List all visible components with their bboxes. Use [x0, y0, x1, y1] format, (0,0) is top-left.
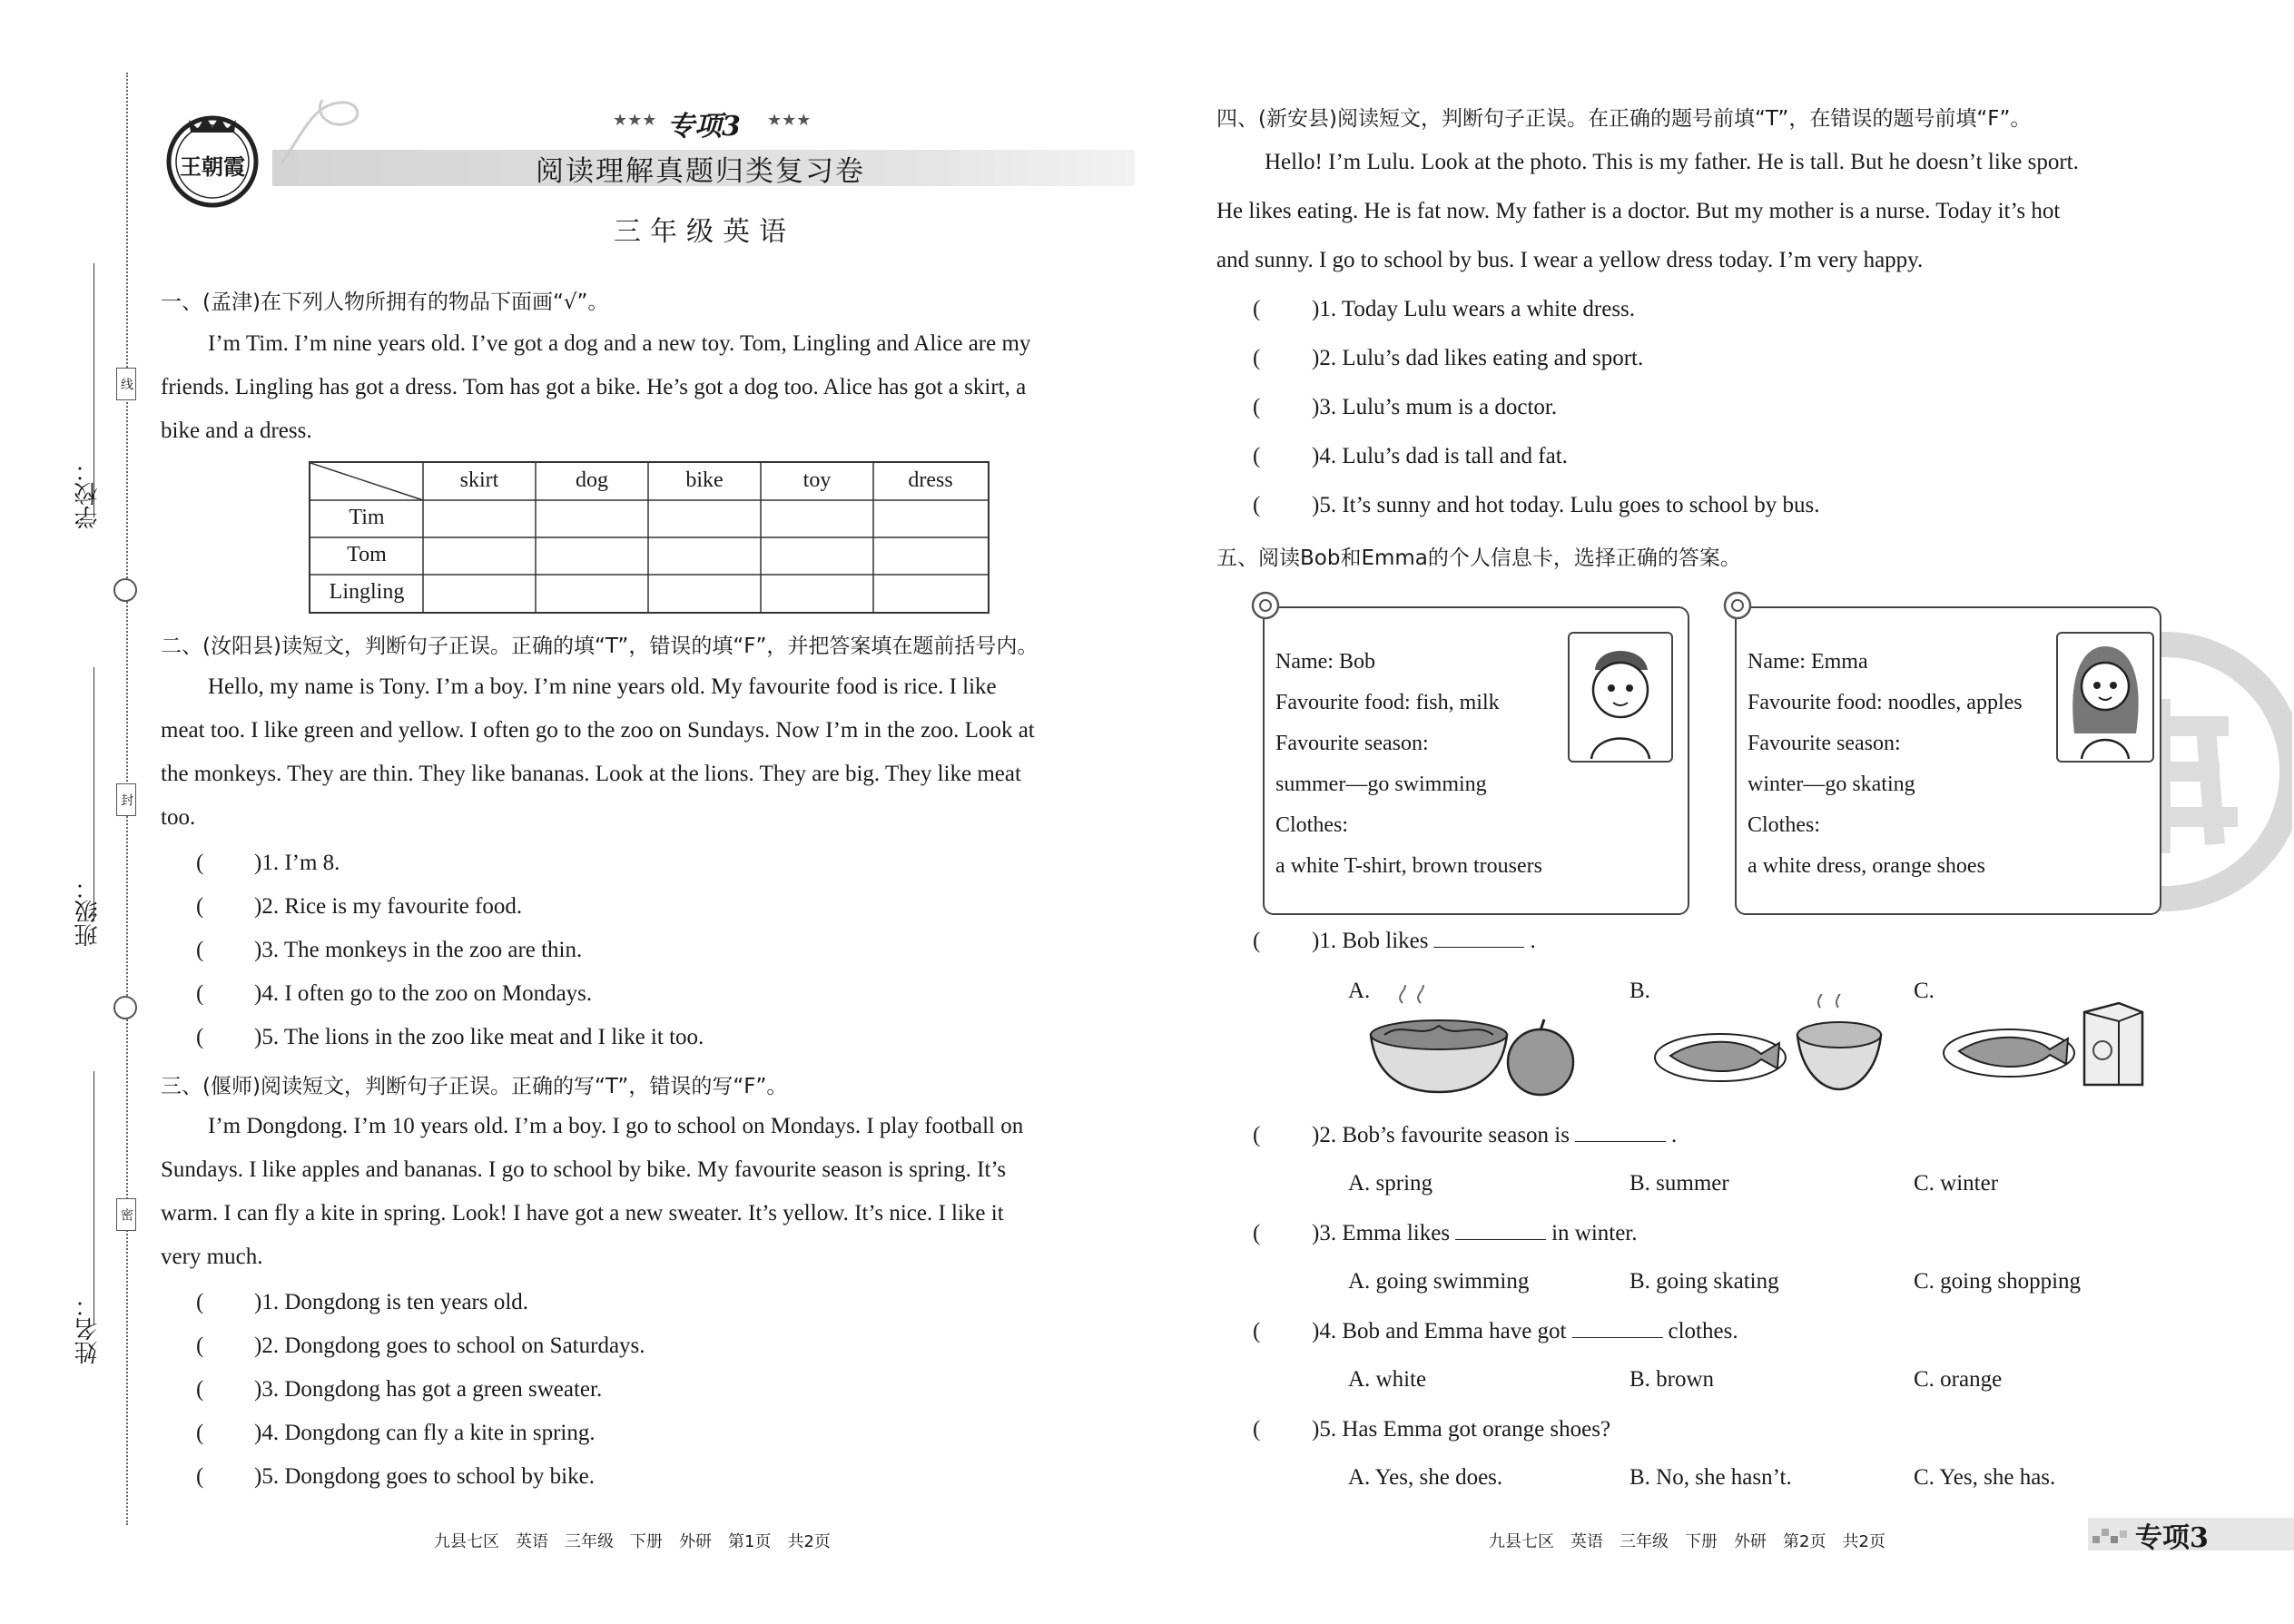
card-line: Favourite food: noodles, apples: [1748, 691, 2023, 714]
option-b[interactable]: B. brown: [1629, 1367, 1715, 1392]
seal-mark-seal: 封: [116, 783, 136, 816]
option-c[interactable]: C. Yes, she has.: [1914, 1465, 2056, 1490]
answer-blank[interactable]: [1433, 929, 1524, 948]
question-item: )1. I’m 8.: [254, 851, 340, 875]
question-item: )5. Has Emma got orange shoes?: [1312, 1417, 1611, 1442]
question-item: [1312, 1220, 1638, 1247]
question-text: in winter.: [1551, 1221, 1638, 1245]
question-item: )4. Lulu’s dad is tall and fat.: [1312, 444, 1568, 468]
table-header: skirt: [459, 468, 499, 492]
option-c[interactable]: C. orange: [1914, 1367, 2003, 1392]
answer-bracket[interactable]: (: [196, 894, 204, 919]
footer-page-1: 九县七区 英语 三年级 下册 外研 第1页 共2页: [434, 1532, 831, 1551]
answer-bracket[interactable]: (: [1253, 929, 1261, 953]
question-item: )3. Dongdong has got a green sweater.: [254, 1377, 603, 1402]
question-item: )5. It’s sunny and hot today. Lulu goes to school by bus.: [1312, 493, 1820, 517]
option-b[interactable]: B.: [1629, 979, 1650, 1003]
answer-bracket[interactable]: (: [1253, 1319, 1261, 1343]
card-pin-icon: [1250, 590, 1281, 621]
school-label: 学校：: [74, 458, 102, 529]
question-text: )2. Bob’s favourite season is: [1312, 1123, 1570, 1147]
answer-bracket[interactable]: (: [1253, 297, 1261, 321]
option-a[interactable]: A. going swimming: [1348, 1269, 1530, 1294]
answer-blank[interactable]: [1572, 1319, 1663, 1338]
footer-badge: 专项3: [2135, 1522, 2209, 1554]
card-line: summer—go swimming: [1275, 773, 1487, 796]
question-item: )4. I often go to the zoo on Mondays.: [254, 981, 593, 1006]
answer-bracket[interactable]: (: [196, 938, 204, 962]
card-line: Name: Emma: [1748, 650, 1868, 674]
question-item: )1. Dongdong is ten years old.: [254, 1290, 529, 1314]
passage-line: the monkeys. They are thin. They like bananas. Look at the lions. They are big. They like meat: [161, 762, 1021, 786]
fish-rice-picture: [1652, 994, 1888, 1098]
passage-line: bike and a dress.: [161, 418, 312, 443]
passage-line: Hello, my name is Tony. I’m a boy. I’m nine years old. My favourite food is rice. I like: [208, 674, 997, 699]
question-item: )3. Lulu’s mum is a doctor.: [1312, 395, 1558, 419]
option-c[interactable]: C. going shopping: [1914, 1269, 2082, 1294]
name-label: 姓名：: [74, 1294, 102, 1364]
option-b[interactable]: B. No, she hasn’t.: [1629, 1465, 1792, 1490]
passage-line: I’m Tim. I’m nine years old. I’ve got a dog and a new toy. Tom, Lingling and Alice are my: [208, 331, 1031, 356]
option-b[interactable]: B. going skating: [1629, 1269, 1779, 1294]
card-line: Clothes:: [1748, 813, 1821, 837]
answer-bracket[interactable]: (: [1253, 1123, 1261, 1147]
question-text: .: [1530, 929, 1536, 953]
fish-milk-picture: [1941, 985, 2150, 1098]
question-item: )5. Dongdong goes to school by bike.: [254, 1464, 595, 1489]
answer-bracket[interactable]: (: [1253, 346, 1261, 370]
answer-bracket[interactable]: (: [196, 1025, 204, 1049]
question-item: )3. The monkeys in the zoo are thin.: [254, 938, 583, 962]
question-item: )4. Dongdong can fly a kite in spring.: [254, 1421, 596, 1445]
option-b[interactable]: B. summer: [1629, 1171, 1729, 1196]
card-line: Favourite season:: [1275, 732, 1429, 755]
table-row-label: Tom: [347, 543, 387, 566]
bob-portrait: [1568, 632, 1673, 763]
option-a[interactable]: A. white: [1348, 1367, 1427, 1392]
section-3-heading: 三、(偃师)阅读短文，判断句子正误。正确的写“T”，错误的写“F”。: [161, 1075, 788, 1098]
table-header: dress: [908, 468, 953, 492]
option-c[interactable]: C. winter: [1914, 1171, 1999, 1196]
answer-bracket[interactable]: (: [196, 981, 204, 1006]
question-text: clothes.: [1668, 1319, 1738, 1343]
question-item: )2. Rice is my favourite food.: [254, 894, 523, 919]
passage-line: He likes eating. He is fat now. My father is a doctor. But my mother is a nurse. Today it’s hot: [1216, 199, 2061, 223]
card-line: a white T-shirt, brown trousers: [1275, 854, 1542, 878]
table-row-label: Lingling: [329, 580, 405, 604]
answer-bracket[interactable]: (: [196, 1334, 204, 1358]
class-label: 班级：: [74, 876, 102, 947]
table-header: toy: [802, 468, 832, 492]
card-line: Name: Bob: [1275, 650, 1375, 674]
answer-bracket[interactable]: (: [196, 1377, 204, 1402]
option-a[interactable]: A. spring: [1348, 1171, 1433, 1196]
question-text: )1. Bob likes: [1312, 929, 1429, 953]
passage-line: very much.: [161, 1245, 263, 1269]
answer-bracket[interactable]: (: [196, 1464, 204, 1489]
option-a[interactable]: A. Yes, she does.: [1348, 1465, 1503, 1490]
stars-right: ★★★: [767, 111, 812, 130]
passage-line: Hello! I’m Lulu. Look at the photo. This is my father. He is tall. But he doesn’t like sport.: [1265, 150, 2079, 174]
section-badge: 专项3: [667, 111, 741, 143]
answer-bracket[interactable]: (: [1253, 1221, 1261, 1245]
logo: [162, 107, 263, 209]
table-header: dog: [576, 468, 608, 492]
table-row-label: Tim: [349, 506, 385, 529]
seal-mark-line: 线: [116, 368, 136, 400]
noodles-apple-picture: [1366, 985, 1575, 1098]
card-pin-icon: [1722, 590, 1753, 621]
option-a[interactable]: A.: [1348, 979, 1371, 1003]
passage-line: friends. Lingling has got a dress. Tom has got a bike. He’s got a dog too. Alice has got a skirt, a: [161, 375, 1027, 399]
option-c[interactable]: C.: [1914, 979, 1935, 1003]
answer-blank[interactable]: [1575, 1123, 1666, 1142]
stars-left: ★★★: [613, 111, 657, 130]
possession-table: [309, 461, 989, 614]
passage-line: Sundays. I like apples and bananas. I go to school by bike. My favourite season is spring. It’s: [161, 1157, 1007, 1182]
card-line: Favourite season:: [1748, 732, 1901, 755]
page-subtitle: 三年级英语: [614, 216, 795, 248]
binding-ring-icon: [113, 996, 137, 1019]
card-line: a white dress, orange shoes: [1748, 854, 1985, 878]
card-line: Clothes:: [1275, 813, 1349, 837]
answer-bracket[interactable]: (: [196, 1421, 204, 1445]
page-title: 阅读理解真题归类复习卷: [536, 155, 865, 188]
section-4-heading: 四、(新安县)阅读短文，判断句子正误。在正确的题号前填“T”，在错误的题号前填“F”。: [1216, 107, 2032, 131]
section-1-heading: 一、(孟津)在下列人物所拥有的物品下面画“√”。: [161, 290, 609, 314]
passage-line: I’m Dongdong. I’m 10 years old. I’m a boy. I go to school on Mondays. I play football on: [208, 1114, 1024, 1138]
question-text: )3. Emma likes: [1312, 1221, 1451, 1245]
footer-page-2: 九县七区 英语 三年级 下册 外研 第2页 共2页: [1489, 1532, 1885, 1551]
passage-line: meat too. I like green and yellow. I often go to the zoo on Sundays. Now I’m in the zoo. Look at: [161, 718, 1035, 743]
question-item: )1. Today Lulu wears a white dress.: [1312, 297, 1636, 321]
question-text: )4. Bob and Emma have got: [1312, 1319, 1567, 1343]
answer-bracket[interactable]: (: [1253, 493, 1261, 517]
passage-line: too.: [161, 805, 196, 830]
question-text: .: [1670, 1123, 1678, 1147]
emma-portrait: [2056, 632, 2154, 763]
passage-line: warm. I can fly a kite in spring. Look! I have got a new sweater. It’s yellow. It’s nice. I like it: [161, 1201, 1004, 1225]
bob-info-card: [1263, 606, 1689, 915]
question-item: )2. Dongdong goes to school on Saturdays.: [254, 1334, 645, 1358]
emma-info-card: [1735, 606, 2161, 915]
answer-bracket[interactable]: (: [1253, 1417, 1261, 1442]
section-2-heading: 二、(汝阳县)读短文，判断句子正误。正确的填“T”，错误的填“F”，并把答案填在题前括号内。: [161, 635, 1039, 658]
answer-bracket[interactable]: (: [1253, 444, 1261, 468]
answer-bracket[interactable]: (: [196, 1290, 204, 1314]
card-line: Favourite food: fish, milk: [1275, 691, 1500, 714]
table-header: bike: [685, 468, 724, 492]
seal-mark-secret: 密: [116, 1198, 136, 1231]
question-item: [1312, 928, 1536, 955]
section-5-heading: 五、阅读Bob和Emma的个人信息卡，选择正确的答案。: [1216, 546, 1741, 570]
binding-ring-icon: [113, 578, 137, 602]
logo-text: 王朝霞: [180, 153, 245, 180]
question-item: [1312, 1318, 1738, 1345]
ribbon-decoration: [277, 95, 368, 168]
question-item: )5. The lions in the zoo like meat and I like it too.: [254, 1025, 704, 1049]
answer-bracket[interactable]: (: [1253, 395, 1261, 419]
question-item: )2. Lulu’s dad likes eating and sport.: [1312, 346, 1644, 370]
card-line: winter—go skating: [1748, 773, 1915, 796]
passage-line: and sunny. I go to school by bus. I wear a yellow dress today. I’m very happy.: [1216, 248, 1924, 272]
footer-dots-icon: [2092, 1525, 2129, 1547]
answer-blank[interactable]: [1455, 1221, 1546, 1240]
question-item: [1312, 1122, 1677, 1149]
answer-bracket[interactable]: (: [196, 851, 204, 875]
